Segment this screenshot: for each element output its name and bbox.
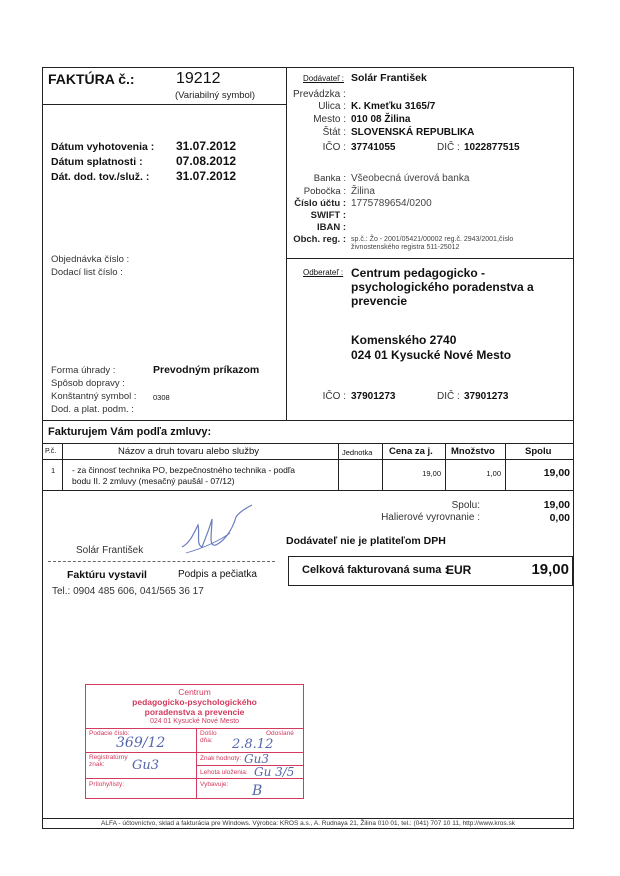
footer-text: ALFA - účtovníctvo, sklad a fakturácia pre Windows. Výrobca: KROS a.s., A. Rudnaya 21, Žilina 010 01, tel.: (041) 707 10 11, http://www.kros.sk bbox=[101, 820, 515, 827]
supplier-dic: 1022877515 bbox=[464, 142, 520, 153]
footer-line bbox=[42, 818, 574, 819]
stamp-grid-h1 bbox=[86, 728, 303, 729]
issue-date-label: Dátum vyhotovenia : bbox=[51, 141, 155, 153]
row-desc-1: - za činnosť technika PO, bezpečnostného technika - podľa bbox=[72, 465, 296, 475]
customer-label: Odberateľ : bbox=[303, 268, 344, 277]
conditions-label: Dod. a plat. podm. : bbox=[51, 404, 134, 415]
swift-label: SWIFT : bbox=[310, 210, 346, 221]
issued-by-label: Faktúru vystavil bbox=[67, 569, 147, 581]
table-intro: Fakturujem Vám podľa zmluvy: bbox=[48, 426, 212, 438]
stamp-received-value: 2.8.12 bbox=[232, 737, 274, 752]
sum-total: 19,00 bbox=[543, 499, 570, 511]
stamp-filing-value: 369/12 bbox=[116, 735, 166, 751]
delivery-date-label: Dát. dod. tov./služ. : bbox=[51, 171, 150, 183]
stamp-grid-v1 bbox=[196, 728, 197, 798]
th-name: Názov a druh tovaru alebo služby bbox=[118, 446, 259, 457]
stamp-registry-value: Gu3 bbox=[132, 758, 160, 773]
state-label: Štát : bbox=[322, 127, 346, 138]
supplier-ico: 37741055 bbox=[351, 142, 396, 153]
transport-label: Spôsob dopravy : bbox=[51, 378, 125, 389]
city-label: Mesto : bbox=[313, 114, 346, 125]
customer-dic: 37901273 bbox=[464, 391, 509, 402]
th-total: Spolu bbox=[525, 446, 552, 457]
due-date: 07.08.2012 bbox=[176, 154, 237, 168]
vat-note: Dodávateľ nie je platiteľom DPH bbox=[286, 535, 446, 547]
table-end-line bbox=[42, 490, 574, 491]
supplier-city: 010 08 Žilina bbox=[351, 114, 411, 125]
customer-name-1: Centrum pedagogicko - bbox=[351, 266, 486, 280]
col-line-5 bbox=[505, 443, 506, 490]
stamp-line3: poradenstva a prevencie bbox=[144, 707, 245, 717]
variable-symbol-label: (Variabilný symbol) bbox=[175, 90, 256, 101]
customer-name-3: prevencie bbox=[351, 294, 408, 308]
stamp-value-sign-label: Znak hodnoty: bbox=[200, 755, 242, 762]
payment-form-label: Forma úhrady : bbox=[51, 365, 116, 376]
customer-ico: 37901273 bbox=[351, 391, 396, 402]
payment-form: Prevodným príkazom bbox=[153, 364, 260, 376]
customer-ico-label: IČO : bbox=[322, 391, 346, 402]
grand-total: 19,00 bbox=[531, 561, 569, 578]
supplier-name: Solár František bbox=[351, 72, 427, 84]
customer-name-2: psychologického poradenstva a bbox=[351, 280, 534, 294]
col-line-2 bbox=[338, 443, 339, 490]
row-total: 19,00 bbox=[543, 467, 570, 479]
stamp-attachments-label: Prílohy/listy: bbox=[89, 781, 125, 788]
supplier-state: SLOVENSKÁ REPUBLIKA bbox=[351, 127, 475, 138]
stamp-retention-value: Gu 3/5 bbox=[254, 765, 295, 779]
sum-total-label: Spolu: bbox=[451, 500, 480, 511]
col-line-4 bbox=[445, 443, 446, 490]
invoice-number: 19212 bbox=[176, 70, 221, 87]
stamp-registry-label: Registratúrny znak: bbox=[89, 754, 128, 768]
signer-name: Solár František bbox=[76, 545, 144, 556]
registry-stamp bbox=[85, 684, 304, 799]
bank-label: Banka : bbox=[313, 173, 346, 184]
stamp-value-sign-value: Gu3 bbox=[244, 752, 269, 766]
row-quantity: 1,00 bbox=[486, 469, 501, 478]
stamp-line4: 024 01 Kysucké Nové Mesto bbox=[149, 718, 240, 725]
phone: Tel.: 0904 485 606, 041/565 36 17 bbox=[52, 586, 204, 597]
stamp-line2: pedagogicko-psychologického bbox=[132, 697, 257, 707]
delivery-date: 31.07.2012 bbox=[176, 169, 237, 183]
supplier-account: 1775789654/0200 bbox=[351, 198, 432, 209]
register-line1: sp.č.: Žo - 2001/05421/00002 reg.č. 2943/2001,číslo bbox=[351, 236, 514, 243]
supplier-office: Žilina bbox=[351, 186, 375, 197]
handwritten-signature bbox=[176, 503, 256, 561]
table-intro-line bbox=[42, 443, 574, 444]
col-line-3 bbox=[382, 443, 383, 490]
register-label: Obch. reg. : bbox=[293, 234, 346, 245]
register-line2: živnostenského registra 511-25012 bbox=[351, 244, 460, 251]
customer-city: 024 01 Kysucké Nové Mesto bbox=[351, 348, 512, 362]
row-desc-2: bodu II. 2 zmluvy (mesačný paušál - 07/12) bbox=[72, 476, 235, 486]
account-label: Číslo účtu : bbox=[294, 198, 346, 209]
customer-street: Komenského 2740 bbox=[351, 333, 457, 347]
stamp-retention-label: Lehota uloženia: bbox=[200, 769, 248, 776]
sign-stamp-label: Podpis a pečiatka bbox=[178, 569, 257, 580]
customer-dic-label: DIČ : bbox=[437, 391, 460, 402]
constant-symbol: 0308 bbox=[153, 393, 170, 402]
supplier-label: Dodávateľ : bbox=[303, 74, 345, 83]
stamp-processed-value: B bbox=[252, 783, 263, 799]
th-unit-price: Cena za j. bbox=[389, 446, 433, 457]
order-label: Objednávka číslo : bbox=[51, 254, 130, 265]
street-label: Ulica : bbox=[318, 101, 346, 112]
row-unit-price: 19,00 bbox=[422, 469, 441, 478]
supplier-street: K. Kmeťku 3165/7 bbox=[351, 101, 436, 112]
signature-dashed-line bbox=[48, 561, 275, 562]
supplier-dic-label: DIČ : bbox=[437, 142, 460, 153]
rounding-label: Halierové vyrovnanie : bbox=[381, 512, 480, 523]
table-head-line bbox=[42, 459, 574, 460]
th-quantity: Množstvo bbox=[451, 446, 495, 457]
office-label: Pobočka : bbox=[303, 186, 346, 197]
grand-total-label: Celková fakturovaná suma : bbox=[302, 564, 449, 576]
title-underline bbox=[42, 104, 286, 105]
invoice-title: FAKTÚRA č.: bbox=[48, 71, 135, 87]
stamp-received-label: Došlo dňa: bbox=[200, 730, 217, 744]
th-unit: Jednotka bbox=[342, 448, 373, 457]
supplier-ico-label: IČO : bbox=[322, 142, 346, 153]
branch-label: Prevádzka : bbox=[293, 89, 346, 100]
stamp-grid-h2 bbox=[86, 752, 303, 753]
header-bottom-line bbox=[42, 420, 574, 421]
supplier-customer-divider bbox=[286, 258, 574, 259]
issue-date: 31.07.2012 bbox=[176, 139, 237, 153]
th-no: P.č. bbox=[45, 448, 57, 455]
col-line-1 bbox=[62, 443, 63, 490]
rounding: 0,00 bbox=[549, 512, 570, 524]
supplier-bank: Všeobecná úverová banka bbox=[351, 173, 470, 184]
stamp-filing-label: Podacie číslo: bbox=[89, 730, 130, 737]
stamp-line1: Centrum bbox=[178, 687, 211, 697]
stamp-processed-label: Vybavuje: bbox=[200, 781, 229, 788]
delivery-note-label: Dodací list číslo : bbox=[51, 267, 123, 278]
row-no: 1 bbox=[51, 466, 56, 475]
due-date-label: Dátum splatnosti : bbox=[51, 156, 143, 168]
constant-symbol-label: Konštantný symbol : bbox=[51, 391, 137, 402]
iban-label: IBAN : bbox=[316, 222, 346, 233]
stamp-sent-label: Odoslané bbox=[266, 730, 294, 737]
currency: EUR bbox=[446, 563, 472, 577]
